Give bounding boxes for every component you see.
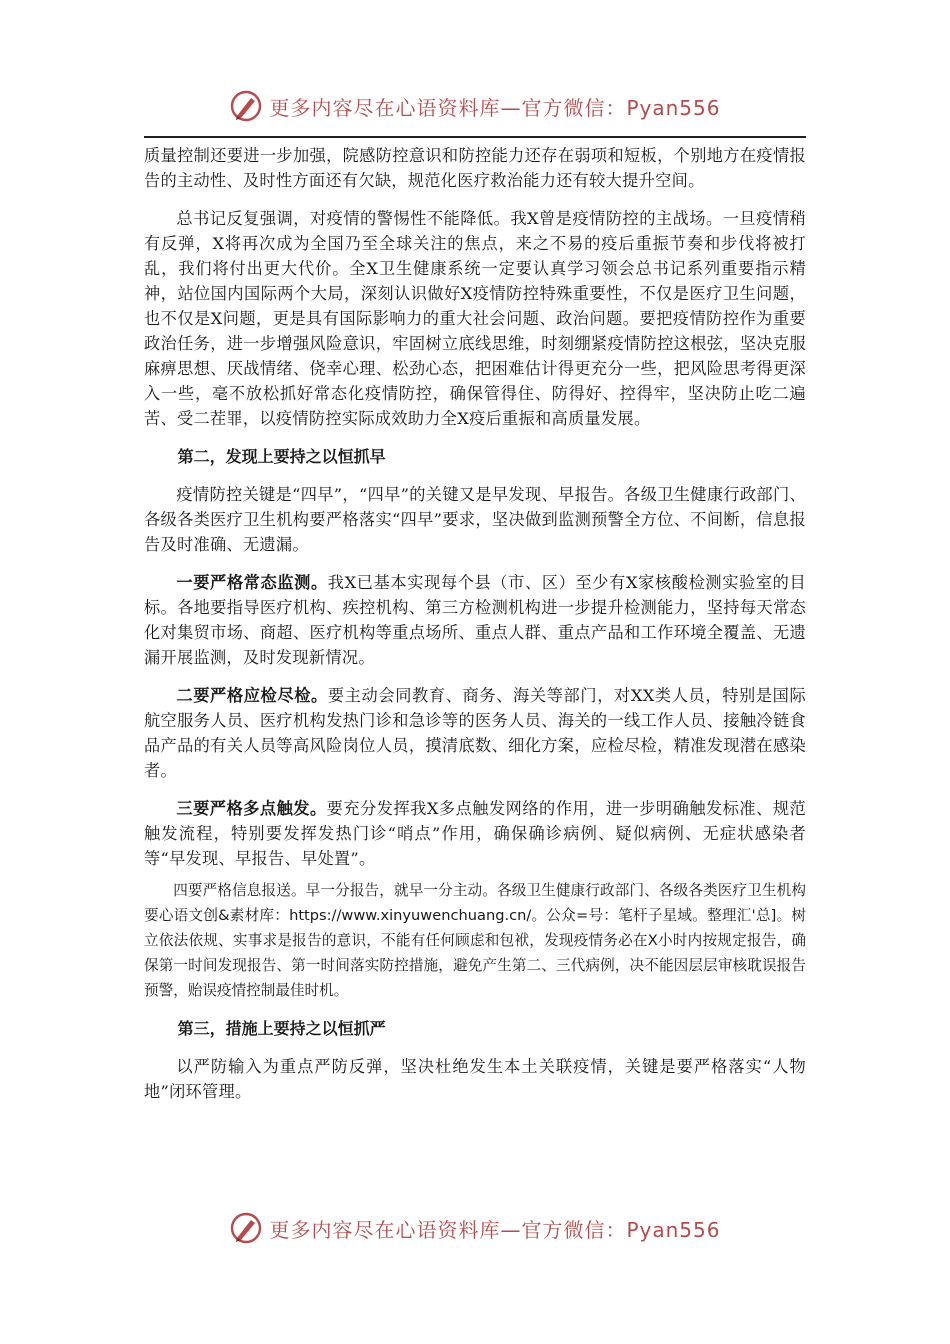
footer-banner-text: 更多内容尽在心语资料库—官方微信：Pyan556	[269, 1217, 721, 1242]
pen-circle-logo-icon	[229, 89, 263, 123]
paragraph-5	[144, 683, 806, 783]
section-heading-3: 第三，措施上要持之以恒抓严	[177, 1019, 386, 1038]
document-body	[144, 143, 806, 1117]
paragraph-8: 以严防输入为重点严防反弹，坚决杜绝发生本土关联疫情，关键是要严格落实“人物地”闭环管理。	[144, 1057, 806, 1101]
paragraph-2: 总书记反复强调，对疫情的警惕性不能降低。我X曾是疫情防控的主战场。一旦疫情稍有反弹，X将再次成为全国乃至全球关注的焦点，来之不易的疫后重振节奏和步伐将被打乱，我们将付出更大代价。全X卫生健康系统一定要认真学习领会总书记系列重要指示精神，站位国内国际两个大局，深刻认识做好X疫情防控特殊重要性，不仅是医疗卫生问题，也不仅是X问题，更是具有国际影响力的重大社会问题、政治问题。要把疫情防控作为重要政治任务，进一步增强风险意识，牢固树立底线思维，时刻绷紧疫情防控这根弦，坚决克服麻痹思想、厌战情绪、侥幸心理、松劲心态，把困难估计得更充分一些，把风险思考得更深入一些，毫不放松抓好常态化疫情防控，确保管得住、防得好、控得牢，坚决防止吃二遍苦、受二茬罪，以疫情防控实际成效助力全X疫后重振和高质量发展。	[144, 209, 806, 428]
paragraph-6	[144, 796, 806, 871]
footer-banner	[0, 1206, 950, 1250]
paragraph-4-lead: 一要严格常态监测。	[176, 573, 328, 592]
header-banner	[0, 84, 950, 128]
paragraph-6-text: 要充分发挥我X多点触发网络的作用，进一步明确触发标准、规范触发流程，特别要发挥发热门诊“哨点”作用，确保确诊病例、疑似病例、无症状感染者等“早发现、早报告、早处置”。	[144, 799, 806, 868]
header-divider	[144, 136, 806, 138]
section-heading-2: 第二，发现上要持之以恒抓早	[177, 447, 386, 466]
paragraph-1: 质量控制还要进一步加强，院感防控意识和防控能力还存在弱项和短板，个别地方在疫情报告的主动性、及时性方面还有欠缺，规范化医疗救治能力还有较大提升空间。	[144, 146, 806, 190]
header-banner-text: 更多内容尽在心语资料库—官方微信：Pyan556	[269, 95, 721, 120]
paragraph-6-lead: 三要严格多点触发。	[176, 799, 327, 818]
paragraph-5-lead: 二要严格应检尽检。	[176, 686, 328, 705]
pen-circle-logo-icon	[229, 1211, 263, 1245]
paragraph-4-text: 我X已基本实现每个县（市、区）至少有X家核酸检测实验室的目标。各地要指导医疗机构、疾控机构、第三方检测机构进一步提升检测能力，坚持每天常态化对集贸市场、商超、医疗机构等重点场所、重点人群、重点产品和工作环境全覆盖、无遗漏开展监测，及时发现新情况。	[144, 573, 806, 667]
paragraph-5-text: 要主动会同教育、商务、海关等部门，对XX类人员，特别是国际航空服务人员、医疗机构发热门诊和急诊等的医务人员、海关的一线工作人员、接触冷链食品产品的有关人员等高风险岗位人员，摸清底数、细化方案，应检尽检，精准发现潜在感染者。	[144, 686, 807, 780]
paragraph-4	[144, 570, 806, 670]
paragraph-3: 疫情防控关键是“四早”，“四早”的关键又是早发现、早报告。各级卫生健康行政部门、各级各类医疗卫生机构要严格落实“四早”要求，坚决做到监测预警全方位、不间断，信息报告及时准确、无遗漏。	[144, 485, 806, 554]
paragraph-7: 四要严格信息报送。早一分报告，就早一分主动。各级卫生健康行政部门、各级各类医疗卫生机构要心语文创&素材库：https://www.xinyuwenchuang.cn/。公众=号：笔杆子星域。整理汇'总]。树立依法依规、实事求是报告的意识，不能有任何顾虑和包袱，发现疫情务必在X小时内按规定报告，确保第一时间发现报告、第一时间落实防控措施，避免产生第二、三代病例，决不能因层层审核耽误报告预警，贻误疫情控制最佳时机。	[144, 882, 806, 999]
